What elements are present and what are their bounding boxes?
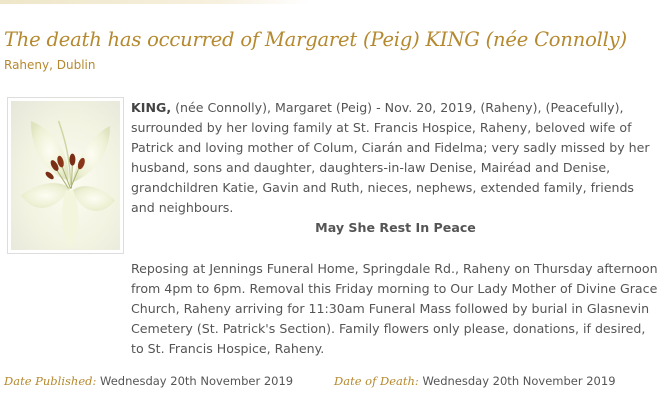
notice-location: Raheny, Dublin [4, 58, 96, 72]
paragraph-1-text: (née Connolly), Margaret (Peig) - Nov. 20, 2019, (Raheny), (Peacefully), surrounded by her loving family at St. Francis Hospice, Raheny, beloved wife of Patrick and loving mother of Colum, Ciarán and Fidelma; very sadly missed by her husband, sons and daughter, daughters-in-law Denise, Mairéad and Denise, grandchildren Katie, Gavin and Ruth, nieces, nephews, extended family, friends and neighbours. [131, 100, 650, 215]
notice-body [131, 98, 661, 359]
date-published [4, 374, 293, 388]
lily-photo-icon [11, 101, 120, 250]
surname: KING, [131, 100, 172, 115]
date-of-death-label: Date of Death: [334, 374, 419, 388]
date-of-death [334, 374, 616, 388]
notice-title: The death has occurred of Margaret (Peig) KING (née Connolly) [4, 28, 627, 51]
notice-photo [7, 97, 124, 254]
notice-paragraph-1 [131, 98, 661, 218]
rest-in-peace: May She Rest In Peace [315, 220, 476, 235]
date-published-value: Wednesday 20th November 2019 [100, 374, 294, 388]
top-divider [0, 0, 310, 4]
date-of-death-value: Wednesday 20th November 2019 [422, 374, 616, 388]
notice-paragraph-2: Reposing at Jennings Funeral Home, Springdale Rd., Raheny on Thursday afternoon from 4pm to 6pm. Removal this Friday morning to Our Lady Mother of Divine Grace Church, Raheny arriving for 11:30am Funeral Mass followed by burial in Glasnevin Cemetery (St. Patrick's Section). Family flowers only please, donations, if desired, to St. Francis Hospice, Raheny. [131, 261, 658, 356]
date-published-label: Date Published: [4, 374, 97, 388]
